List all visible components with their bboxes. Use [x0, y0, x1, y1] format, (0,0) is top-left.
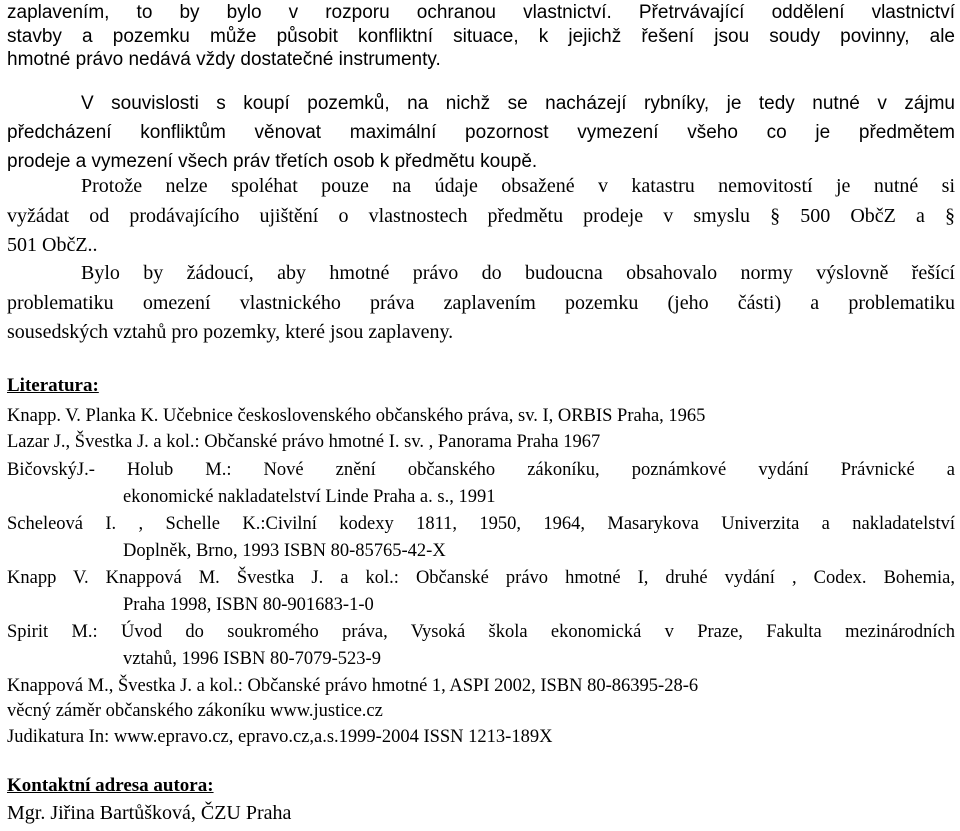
paragraph-recommendation [7, 259, 955, 348]
reference-item [7, 565, 955, 618]
reference-text: Knapp V. Knappová M. Švestka J. a kol.: Občanské právo hmotné I, druhé vydání , Codex. Bohemia, [7, 568, 955, 588]
reference-text: BičovskýJ.- Holub M.: Nové znění občanského zákoníku, poznámkové vydání Právnické a [7, 460, 955, 480]
reference-item [7, 457, 955, 510]
text-line: předcházení konfliktům věnovat maximální pozornost vymezení všeho co je předmětem [7, 122, 955, 143]
reference-item [7, 698, 955, 725]
text-line: problematiku omezení vlastnického práva zaplavením pozemku (jeho části) a problematiku [7, 291, 955, 314]
text-line: Protože nelze spoléhat pouze na údaje obsažené v katastru nemovitostí je nutné si [81, 175, 955, 197]
literature-heading: Literatura: [7, 375, 99, 396]
reference-item [7, 619, 955, 672]
reference-item [7, 673, 955, 700]
reference-text: ekonomické nakladatelství Linde Praha a. s., 1991 [123, 486, 496, 507]
reference-text: věcný záměr občanského zákoníku www.justice.cz [7, 701, 383, 721]
text-line: 501 ObčZ.. [7, 234, 98, 256]
reference-text: Judikatura In: www.epravo.cz, epravo.cz,a.s.1999-2004 ISSN 1213-189X [7, 727, 553, 747]
reference-text: Doplněk, Brno, 1993 ISBN 80-85765-42-X [123, 540, 446, 561]
reference-text: Knapp. V. Planka K. Učebnice československého občanského práva, sv. I, ORBIS Praha, 1965 [7, 406, 706, 426]
text-line: zaplavením, to by bylo v rozporu ochranou vlastnictví. Přetrvávající oddělení vlastnictví [7, 2, 955, 23]
text-line: prodeje a vymezení všech práv třetích osob k předmětu koupě. [7, 151, 538, 172]
paragraph-cadastre [7, 172, 955, 261]
reference-text: Knappová M., Švestka J. a kol.: Občanské právo hmotné 1, ASPI 2002, ISBN 80-86395-28-6 [7, 676, 699, 696]
text-line: sousedských vztahů pro pozemky, které jsou zaplaveny. [7, 321, 454, 343]
text-line: Bylo by žádoucí, aby hmotné právo do budoucna obsahovalo normy výslovně řešící [81, 262, 955, 284]
text-line: vyžádat od prodávajícího ujištění o vlastnostech předmětu prodeje v smyslu § 500 ObčZ a § [7, 204, 955, 227]
reference-item [7, 511, 955, 564]
text-line: V souvislosti s koupí pozemků, na nichž se nacházejí rybníky, je tedy nutné v zájmu [81, 93, 955, 114]
paragraph-purchase [7, 89, 955, 176]
reference-text: vztahů, 1996 ISBN 80-7079-523-9 [123, 648, 381, 669]
text-line: stavby a pozemku může působit konfliktní situace, k jejichž řešení jsou soudy povinny, ale [7, 25, 955, 47]
reference-item [7, 403, 955, 430]
reference-text: Praha 1998, ISBN 80-901683-1-0 [123, 594, 374, 615]
text-line: hmotné právo nedává vždy dostatečné instrumenty. [7, 49, 441, 71]
reference-item [7, 429, 955, 456]
reference-text: Scheleová I. , Schelle K.:Civilní kodexy 1811, 1950, 1964, Masarykova Univerzita a nakladatelství [7, 514, 955, 534]
reference-item [7, 724, 955, 751]
contact-heading: Kontaktní adresa autora: [7, 775, 214, 796]
author-name: Mgr. Jiřina Bartůšková, ČZU Praha [7, 802, 292, 824]
paragraph-intro [7, 1, 955, 72]
reference-text: Lazar J., Švestka J. a kol.: Občanské právo hmotné I. sv. , Panorama Praha 1967 [7, 432, 601, 452]
reference-text: Spirit M.: Úvod do soukromého práva, Vysoká škola ekonomická v Praze, Fakulta mezinárodních [7, 622, 955, 642]
